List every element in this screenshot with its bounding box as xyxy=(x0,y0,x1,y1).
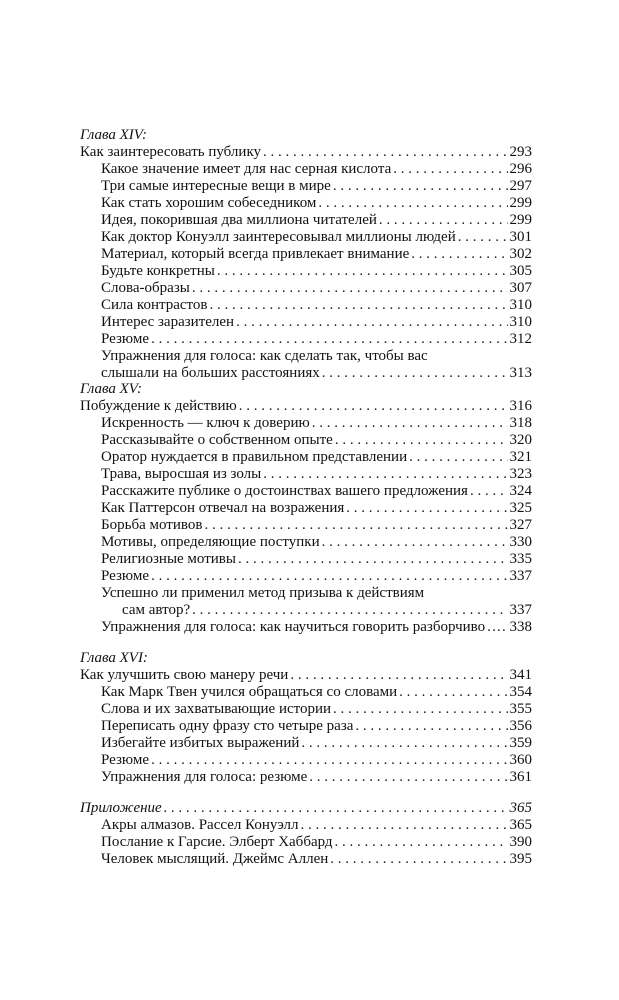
toc-entry xyxy=(80,701,532,718)
entry-page: 310 xyxy=(509,314,532,330)
dot-leader xyxy=(301,817,508,834)
entry-title: Будьте конкретны xyxy=(101,263,215,279)
dot-leader xyxy=(333,178,508,195)
toc-entry xyxy=(80,752,532,769)
entry-title: Слова и их захватывающие истории xyxy=(101,701,332,717)
toc-main-entry xyxy=(80,398,532,415)
toc-entry xyxy=(80,684,532,701)
entry-page: 316 xyxy=(509,398,532,414)
entry-title: Упражнения для голоса: резюме xyxy=(101,769,308,785)
dot-leader xyxy=(239,398,508,415)
entry-page: 320 xyxy=(509,432,532,448)
entry-title: Резюме xyxy=(101,331,150,347)
toc-entry xyxy=(80,449,532,466)
entry-title: Как заинтересовать публику xyxy=(80,144,262,160)
entry-title-line-1: Успешно ли применил метод призыва к действиям xyxy=(101,585,425,601)
entry-title: Идея, покорившая два миллиона читателей xyxy=(101,212,377,228)
entry-title: Оратор нуждается в правильном представлении xyxy=(101,449,408,465)
toc-entry-wrapped xyxy=(80,602,532,619)
dot-leader xyxy=(399,684,507,701)
entry-page: 355 xyxy=(509,701,532,717)
entry-page: 365 xyxy=(509,817,532,833)
entry-title: Резюме xyxy=(101,752,150,768)
entry-page: 312 xyxy=(509,331,532,347)
entry-title: Как Марк Твен учился обращаться со словами xyxy=(101,684,398,700)
entry-title: Избегайте избитых выражений xyxy=(101,735,300,751)
entry-title: Как Паттерсон отвечал на возражения xyxy=(101,500,345,516)
dot-leader xyxy=(335,834,508,851)
entry-title: Мотивы, определяющие поступки xyxy=(101,534,320,550)
entry-page: 356 xyxy=(509,718,532,734)
entry-title: Трава, выросшая из золы xyxy=(101,466,262,482)
entry-page: 354 xyxy=(509,684,532,700)
toc-entry xyxy=(80,483,532,500)
dot-leader xyxy=(209,297,507,314)
dot-leader xyxy=(217,263,508,280)
dot-leader xyxy=(318,195,507,212)
entry-page: 296 xyxy=(509,161,532,177)
toc-entry xyxy=(80,297,532,314)
entry-title-line-2: слышали на больших расстояниях xyxy=(101,365,320,381)
entry-page: 310 xyxy=(509,297,532,313)
dot-leader xyxy=(164,800,508,817)
dot-leader xyxy=(238,551,508,568)
dot-leader xyxy=(487,619,507,636)
dot-leader xyxy=(393,161,507,178)
toc-entry-wrapped xyxy=(80,365,532,382)
dot-leader xyxy=(458,229,508,246)
dot-leader xyxy=(151,331,507,348)
entry-title: Как стать хорошим собеседником xyxy=(101,195,317,211)
entry-page: 318 xyxy=(509,415,532,431)
entry-title: Интерес заразителен xyxy=(101,314,235,330)
dot-leader xyxy=(355,718,507,735)
toc-entry xyxy=(80,280,532,297)
entry-page: 360 xyxy=(509,752,532,768)
entry-title: Как улучшить свою манеру речи xyxy=(80,667,289,683)
entry-title: Рассказывайте о собственном опыте xyxy=(101,432,333,448)
entry-page: 299 xyxy=(509,212,532,228)
dot-leader xyxy=(409,449,507,466)
dot-leader xyxy=(322,365,508,382)
entry-page: 365 xyxy=(509,800,532,816)
toc-entry xyxy=(80,331,532,348)
dot-leader xyxy=(470,483,508,500)
dot-leader xyxy=(335,432,508,449)
entry-page: 313 xyxy=(509,365,532,381)
toc-entry xyxy=(80,195,532,212)
dot-leader xyxy=(151,568,507,585)
entry-page: 338 xyxy=(509,619,532,635)
toc-main-entry xyxy=(80,800,532,817)
entry-title: Расскажите публике о достоинствах вашего предложения xyxy=(101,483,468,499)
toc-entry xyxy=(80,263,532,280)
dot-leader xyxy=(411,246,507,263)
entry-page: 359 xyxy=(509,735,532,751)
entry-title-line-1: Упражнения для голоса: как сделать так, чтобы вас xyxy=(101,348,428,364)
toc-entry xyxy=(80,568,532,585)
entry-title: Сила контрастов xyxy=(101,297,208,313)
entry-page: 293 xyxy=(509,144,532,160)
dot-leader xyxy=(290,667,507,684)
entry-page: 361 xyxy=(509,769,532,785)
entry-page: 299 xyxy=(509,195,532,211)
entry-page: 323 xyxy=(509,466,532,482)
toc-entry xyxy=(80,432,532,449)
entry-page: 395 xyxy=(509,851,532,867)
entry-page: 341 xyxy=(509,667,532,683)
entry-title: Побуждение к действию xyxy=(80,398,237,414)
toc-entry xyxy=(80,534,532,551)
entry-page: 390 xyxy=(509,834,532,850)
entry-title: Материал, который всегда привлекает внимание xyxy=(101,246,410,262)
entry-title: Послание к Гарсие. Элберт Хаббард xyxy=(101,834,333,850)
entry-title: Акры алмазов. Рассел Конуэлл xyxy=(101,817,299,833)
entry-title: Как доктор Конуэлл заинтересовывал миллионы людей xyxy=(101,229,456,245)
dot-leader xyxy=(312,415,508,432)
entry-title-line-2: сам автор? xyxy=(122,602,191,618)
entry-title: Три самые интересные вещи в мире xyxy=(101,178,331,194)
dot-leader xyxy=(263,144,507,161)
dot-leader xyxy=(379,212,508,229)
toc-entry xyxy=(80,735,532,752)
dot-leader xyxy=(330,851,507,868)
entry-page: 325 xyxy=(509,500,532,516)
chapter-15 xyxy=(80,381,532,636)
entry-page: 297 xyxy=(509,178,532,194)
toc-main-entry xyxy=(80,667,532,684)
toc-entry xyxy=(80,517,532,534)
entry-page: 337 xyxy=(509,568,532,584)
toc-entry xyxy=(80,619,532,636)
entry-page: 302 xyxy=(509,246,532,262)
toc-entry xyxy=(80,246,532,263)
entry-page: 330 xyxy=(509,534,532,550)
dot-leader xyxy=(263,466,507,483)
chapter-label: Глава XV: xyxy=(80,381,142,397)
dot-leader xyxy=(192,602,507,619)
entry-page: 307 xyxy=(509,280,532,296)
chapter-label: Глава XIV: xyxy=(80,127,147,143)
entry-page: 327 xyxy=(509,517,532,533)
toc-entry xyxy=(80,415,532,432)
toc-entry xyxy=(80,834,532,851)
dot-leader xyxy=(192,280,508,297)
chapter-label: Глава XVI: xyxy=(80,650,148,666)
toc-entry xyxy=(80,178,532,195)
dot-leader xyxy=(322,534,508,551)
entry-page: 324 xyxy=(509,483,532,499)
toc-main-entry xyxy=(80,144,532,161)
entry-title: Слова-образы xyxy=(101,280,190,296)
dot-leader xyxy=(309,769,507,786)
toc-entry xyxy=(80,851,532,868)
dot-leader xyxy=(236,314,507,331)
entry-title: Переписать одну фразу сто четыре раза xyxy=(101,718,354,734)
entry-title: Упражнения для голоса: как научиться говорить разборчиво xyxy=(101,619,486,635)
dot-leader xyxy=(346,500,507,517)
toc-entry xyxy=(80,466,532,483)
toc-entry xyxy=(80,161,532,178)
entry-page: 301 xyxy=(509,229,532,245)
entry-page: 335 xyxy=(509,551,532,567)
appendix xyxy=(80,800,532,868)
toc-entry xyxy=(80,551,532,568)
toc-entry xyxy=(80,229,532,246)
entry-page: 321 xyxy=(509,449,532,465)
dot-leader xyxy=(151,752,507,769)
toc-entry xyxy=(80,212,532,229)
entry-title: Какое значение имеет для нас серная кислота xyxy=(101,161,392,177)
toc-entry xyxy=(80,500,532,517)
chapter-16 xyxy=(80,650,532,786)
entry-title: Борьба мотивов xyxy=(101,517,203,533)
dot-leader xyxy=(333,701,507,718)
entry-title: Приложение xyxy=(80,800,162,816)
toc-entry xyxy=(80,769,532,786)
dot-leader xyxy=(204,517,507,534)
entry-page: 305 xyxy=(509,263,532,279)
chapter-14 xyxy=(80,127,532,382)
toc-entry xyxy=(80,718,532,735)
dot-leader xyxy=(301,735,507,752)
entry-page: 337 xyxy=(509,602,532,618)
entry-title: Человек мыслящий. Джеймс Аллен xyxy=(101,851,329,867)
entry-title: Искренность — ключ к доверию xyxy=(101,415,310,431)
toc-entry xyxy=(80,314,532,331)
toc-entry xyxy=(80,817,532,834)
entry-title: Резюме xyxy=(101,568,150,584)
entry-title: Религиозные мотивы xyxy=(101,551,236,567)
